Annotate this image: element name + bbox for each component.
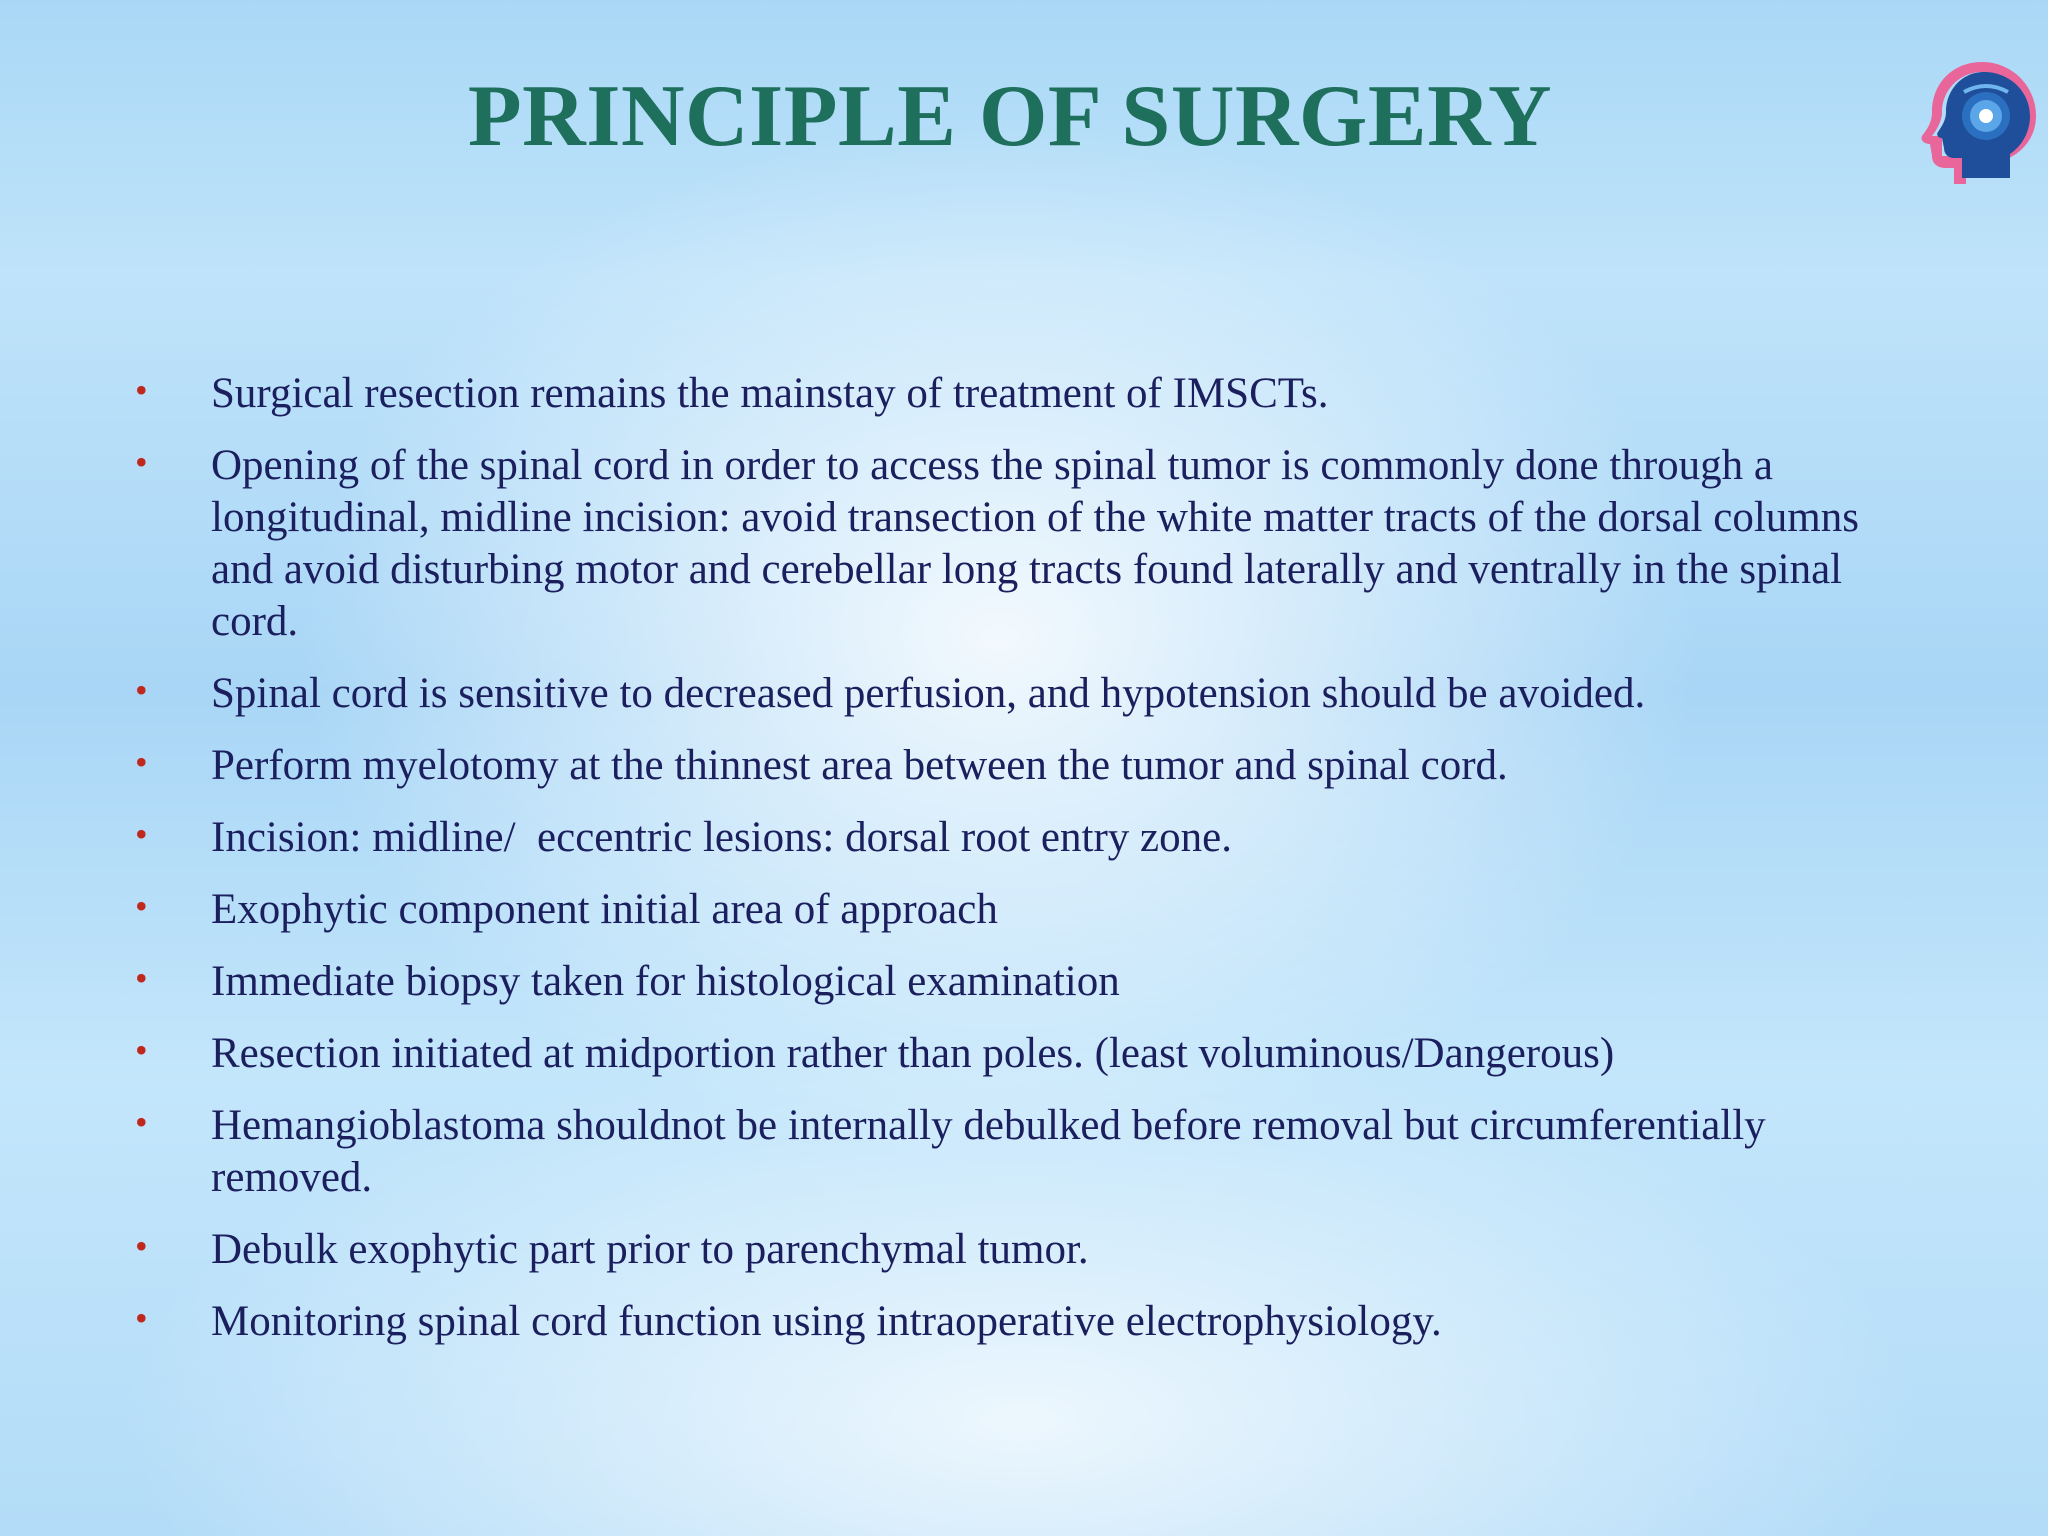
bullet-icon: • (135, 370, 148, 410)
bullet-list (135, 368, 1915, 1368)
bullet-text: Monitoring spinal cord function using intraoperative electrophysiology. (211, 1298, 1442, 1345)
bullet-text: Debulk exophytic part prior to parenchymal tumor. (211, 1226, 1089, 1273)
bullet-item (135, 668, 1915, 720)
bullet-text: Immediate biopsy taken for histological examination (211, 958, 1120, 1005)
bullet-item (135, 884, 1915, 936)
bullet-icon: • (135, 1102, 148, 1142)
bullet-text: Perform myelotomy at the thinnest area between the tumor and spinal cord. (211, 742, 1508, 789)
bullet-item (135, 1028, 1915, 1080)
bullet-icon: • (135, 814, 148, 854)
bullet-icon: • (135, 886, 148, 926)
bullet-text: Spinal cord is sensitive to decreased perfusion, and hypotension should be avoided. (211, 670, 1646, 717)
bullet-icon: • (135, 442, 148, 482)
bullet-item (135, 368, 1915, 420)
bullet-item (135, 740, 1915, 792)
bullet-icon: • (135, 958, 148, 998)
bullet-text: Resection initiated at midportion rather than poles. (least voluminous/Dangerous) (211, 1030, 1615, 1077)
bullet-item (135, 1224, 1915, 1276)
bullet-text: Opening of the spinal cord in order to access the spinal tumor is commonly done through a longitudinal, midline incision: avoid transection of the white matter tracts of the dorsal columns and avoid disturbing motor and cerebellar long tracts found laterally and ventrally in the spinal cord. (211, 442, 1859, 645)
head-profile-logo-icon (1918, 56, 2038, 186)
bullet-item (135, 812, 1915, 864)
slide-title: PRINCIPLE OF SURGERY (467, 68, 1553, 165)
bullet-item (135, 956, 1915, 1008)
bullet-icon: • (135, 1030, 148, 1070)
bullet-item (135, 1100, 1915, 1204)
bullet-text: Surgical resection remains the mainstay of treatment of IMSCTs. (211, 370, 1329, 417)
bullet-text: Exophytic component initial area of approach (211, 886, 998, 933)
bullet-icon: • (135, 1298, 148, 1338)
bullet-text: Hemangioblastoma shouldnot be internally debulked before removal but circumferentially removed. (211, 1102, 1766, 1201)
bullet-item (135, 440, 1915, 648)
bullet-icon: • (135, 1226, 148, 1266)
bullet-icon: • (135, 742, 148, 782)
bullet-item (135, 1296, 1915, 1348)
bullet-text: Incision: midline/ eccentric lesions: dorsal root entry zone. (211, 814, 1232, 861)
bullet-icon: • (135, 670, 148, 710)
